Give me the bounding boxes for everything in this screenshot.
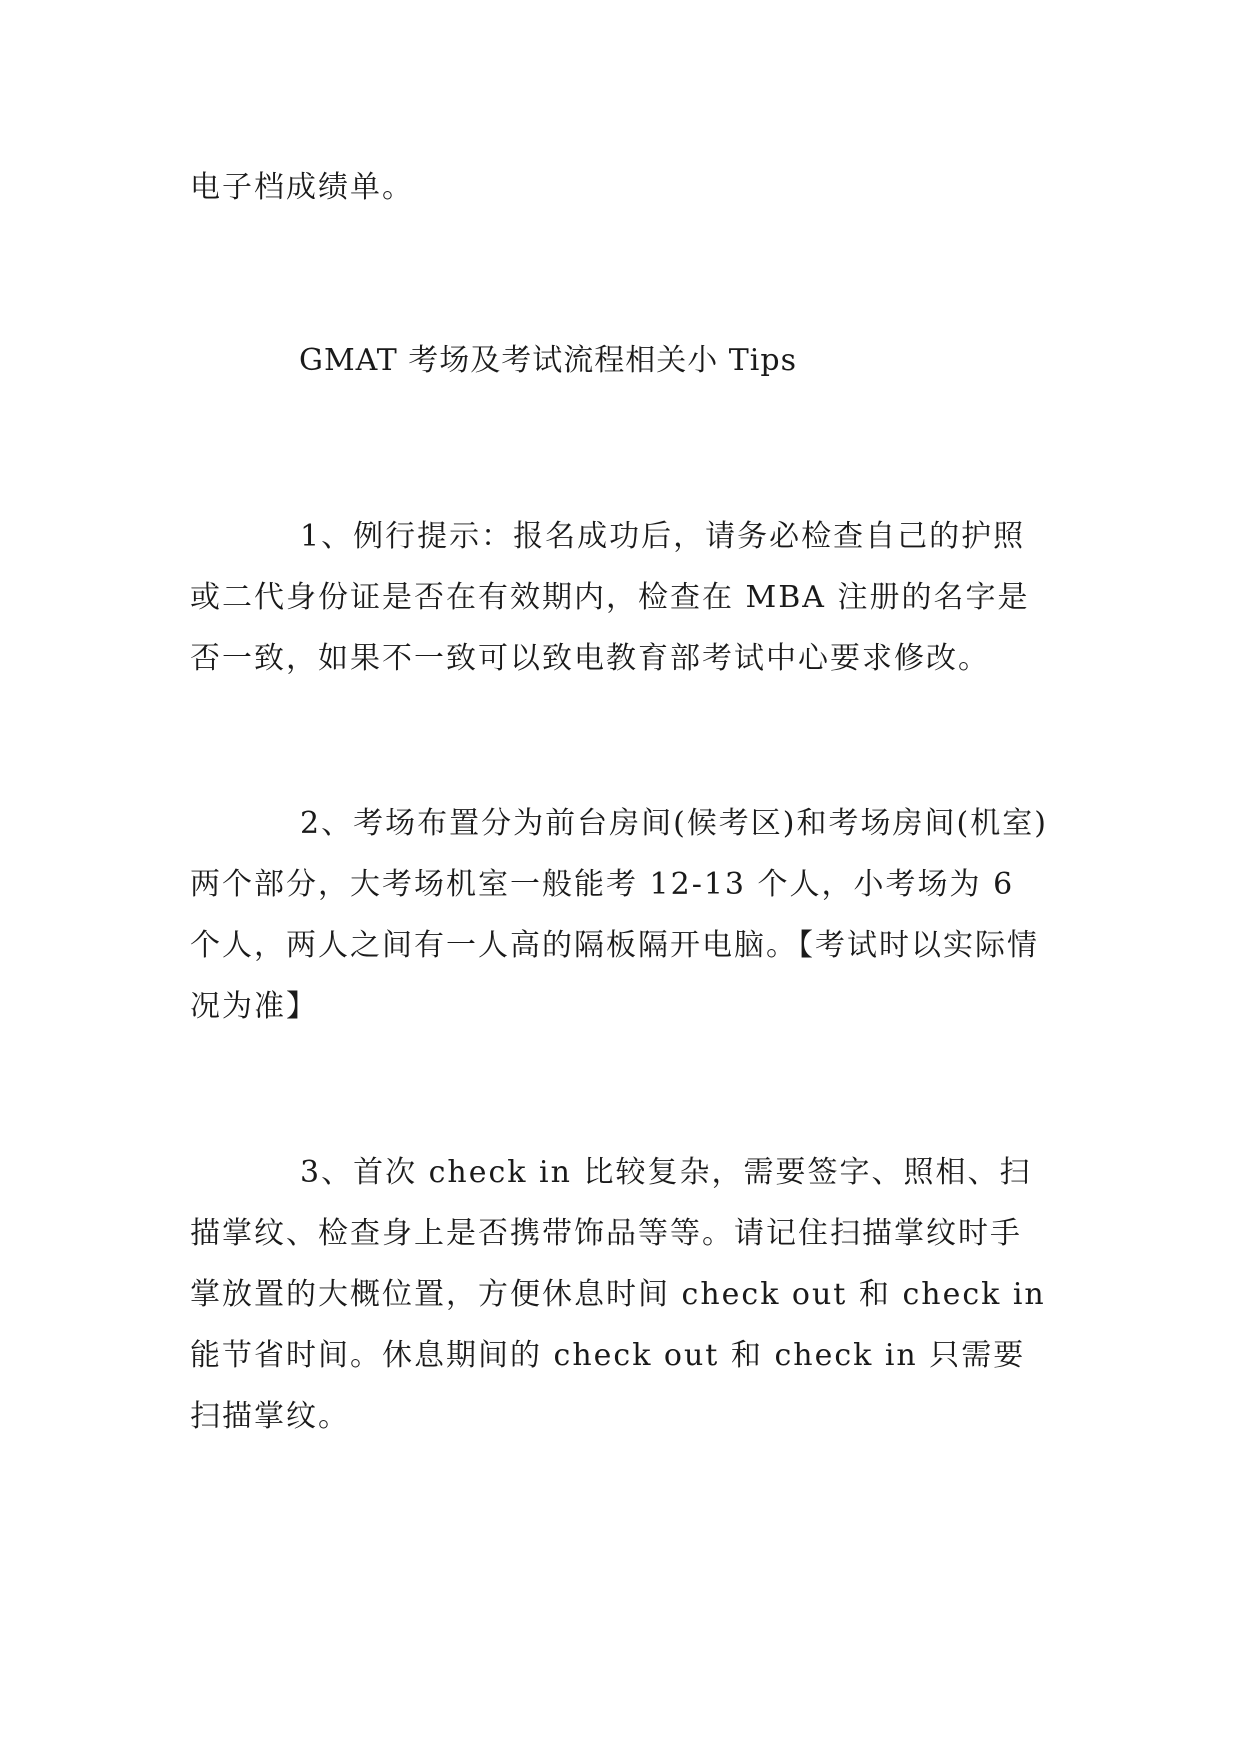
document-fragment-line: 电子档成绩单。 [190, 170, 414, 205]
paragraph-2: 2、考场布置分为前台房间(候考区)和考场房间(机室)两个部分，大考场机室一般能考 12-13 个人，小考场为 6 个人，两人之间有一人高的隔板隔开电脑。【考试时以实际情况为准】 [190, 806, 1048, 1024]
paragraph-3: 3、首次 check in 比较复杂，需要签字、照相、扫描掌纹、检查身上是否携带饰品等等。请记住扫描掌纹时手掌放置的大概位置，方便休息时间 check out 和 check in 能节省时间。休息期间的 check out 和 check in 只需要扫描掌纹。 [190, 1155, 1046, 1434]
document-title: GMAT 考场及考试流程相关小 Tips [299, 343, 797, 378]
paragraph-1: 1、例行提示：报名成功后，请务必检查自己的护照或二代身份证是否在有效期内，检查在 MBA 注册的名字是否一致，如果不一致可以致电教育部考试中心要求修改。 [190, 519, 1030, 676]
